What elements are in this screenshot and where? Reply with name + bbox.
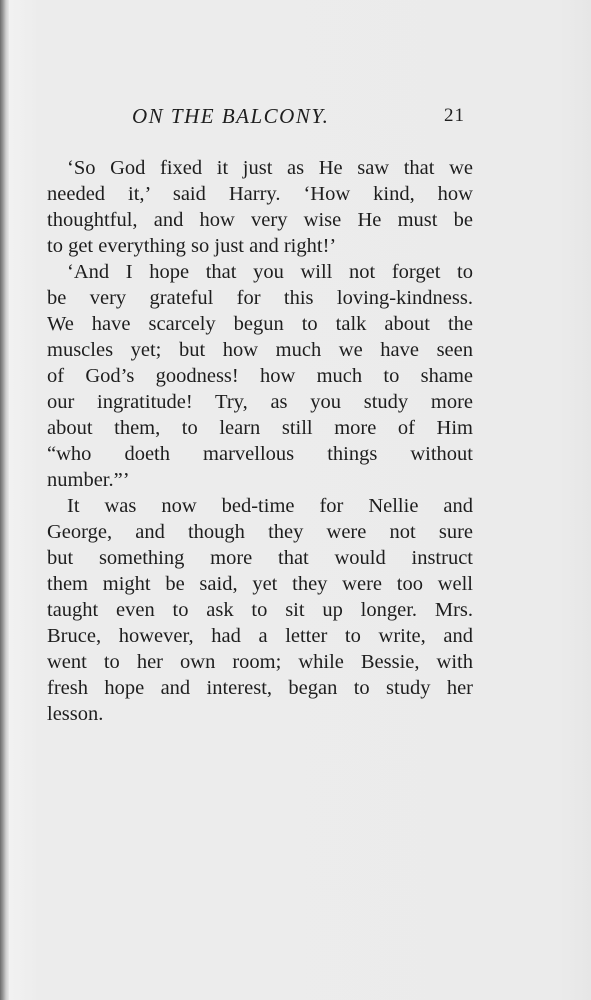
text-line: to get everything so just and right!’	[47, 235, 337, 257]
text-line: We have scarcely begun to talk about the	[47, 313, 473, 335]
text-line: them might be said, yet they were too well	[47, 573, 473, 595]
text-line: George, and though they were not sure	[47, 521, 473, 543]
text-line: thoughtful, and how very wise He must be	[47, 209, 473, 231]
body-text	[47, 155, 473, 727]
text-line: fresh hope and interest, began to study her	[47, 677, 473, 699]
text-line: needed it,’ said Harry. ‘How kind, how	[47, 183, 473, 205]
page-number: 21	[444, 105, 465, 126]
text-line: of God’s goodness! how much to shame	[47, 365, 473, 387]
text-line: It was now bed-time for Nellie and	[67, 495, 473, 517]
text-line: went to her own room; while Bessie, with	[47, 651, 473, 673]
text-line: ‘So God fixed it just as He saw that we	[67, 157, 473, 179]
text-line: taught even to ask to sit up longer. Mrs.	[47, 599, 473, 621]
text-line: our ingratitude! Try, as you study more	[47, 391, 473, 413]
text-line: number.”’	[47, 469, 130, 491]
text-line: ‘And I hope that you will not forget to	[67, 261, 473, 283]
page-spine-shadow	[0, 0, 9, 1000]
running-head	[0, 104, 591, 134]
text-line: Bruce, however, had a letter to write, and	[47, 625, 473, 647]
text-line: about them, to learn still more of Him	[47, 417, 473, 439]
text-line: but something more that would instruct	[47, 547, 473, 569]
text-line: “who doeth marvellous things without	[47, 443, 473, 465]
text-line: be very grateful for this loving-kindness.	[47, 287, 473, 309]
running-head-title: ON THE BALCONY.	[132, 104, 330, 128]
text-line: lesson.	[47, 703, 104, 725]
text-line: muscles yet; but how much we have seen	[47, 339, 473, 361]
